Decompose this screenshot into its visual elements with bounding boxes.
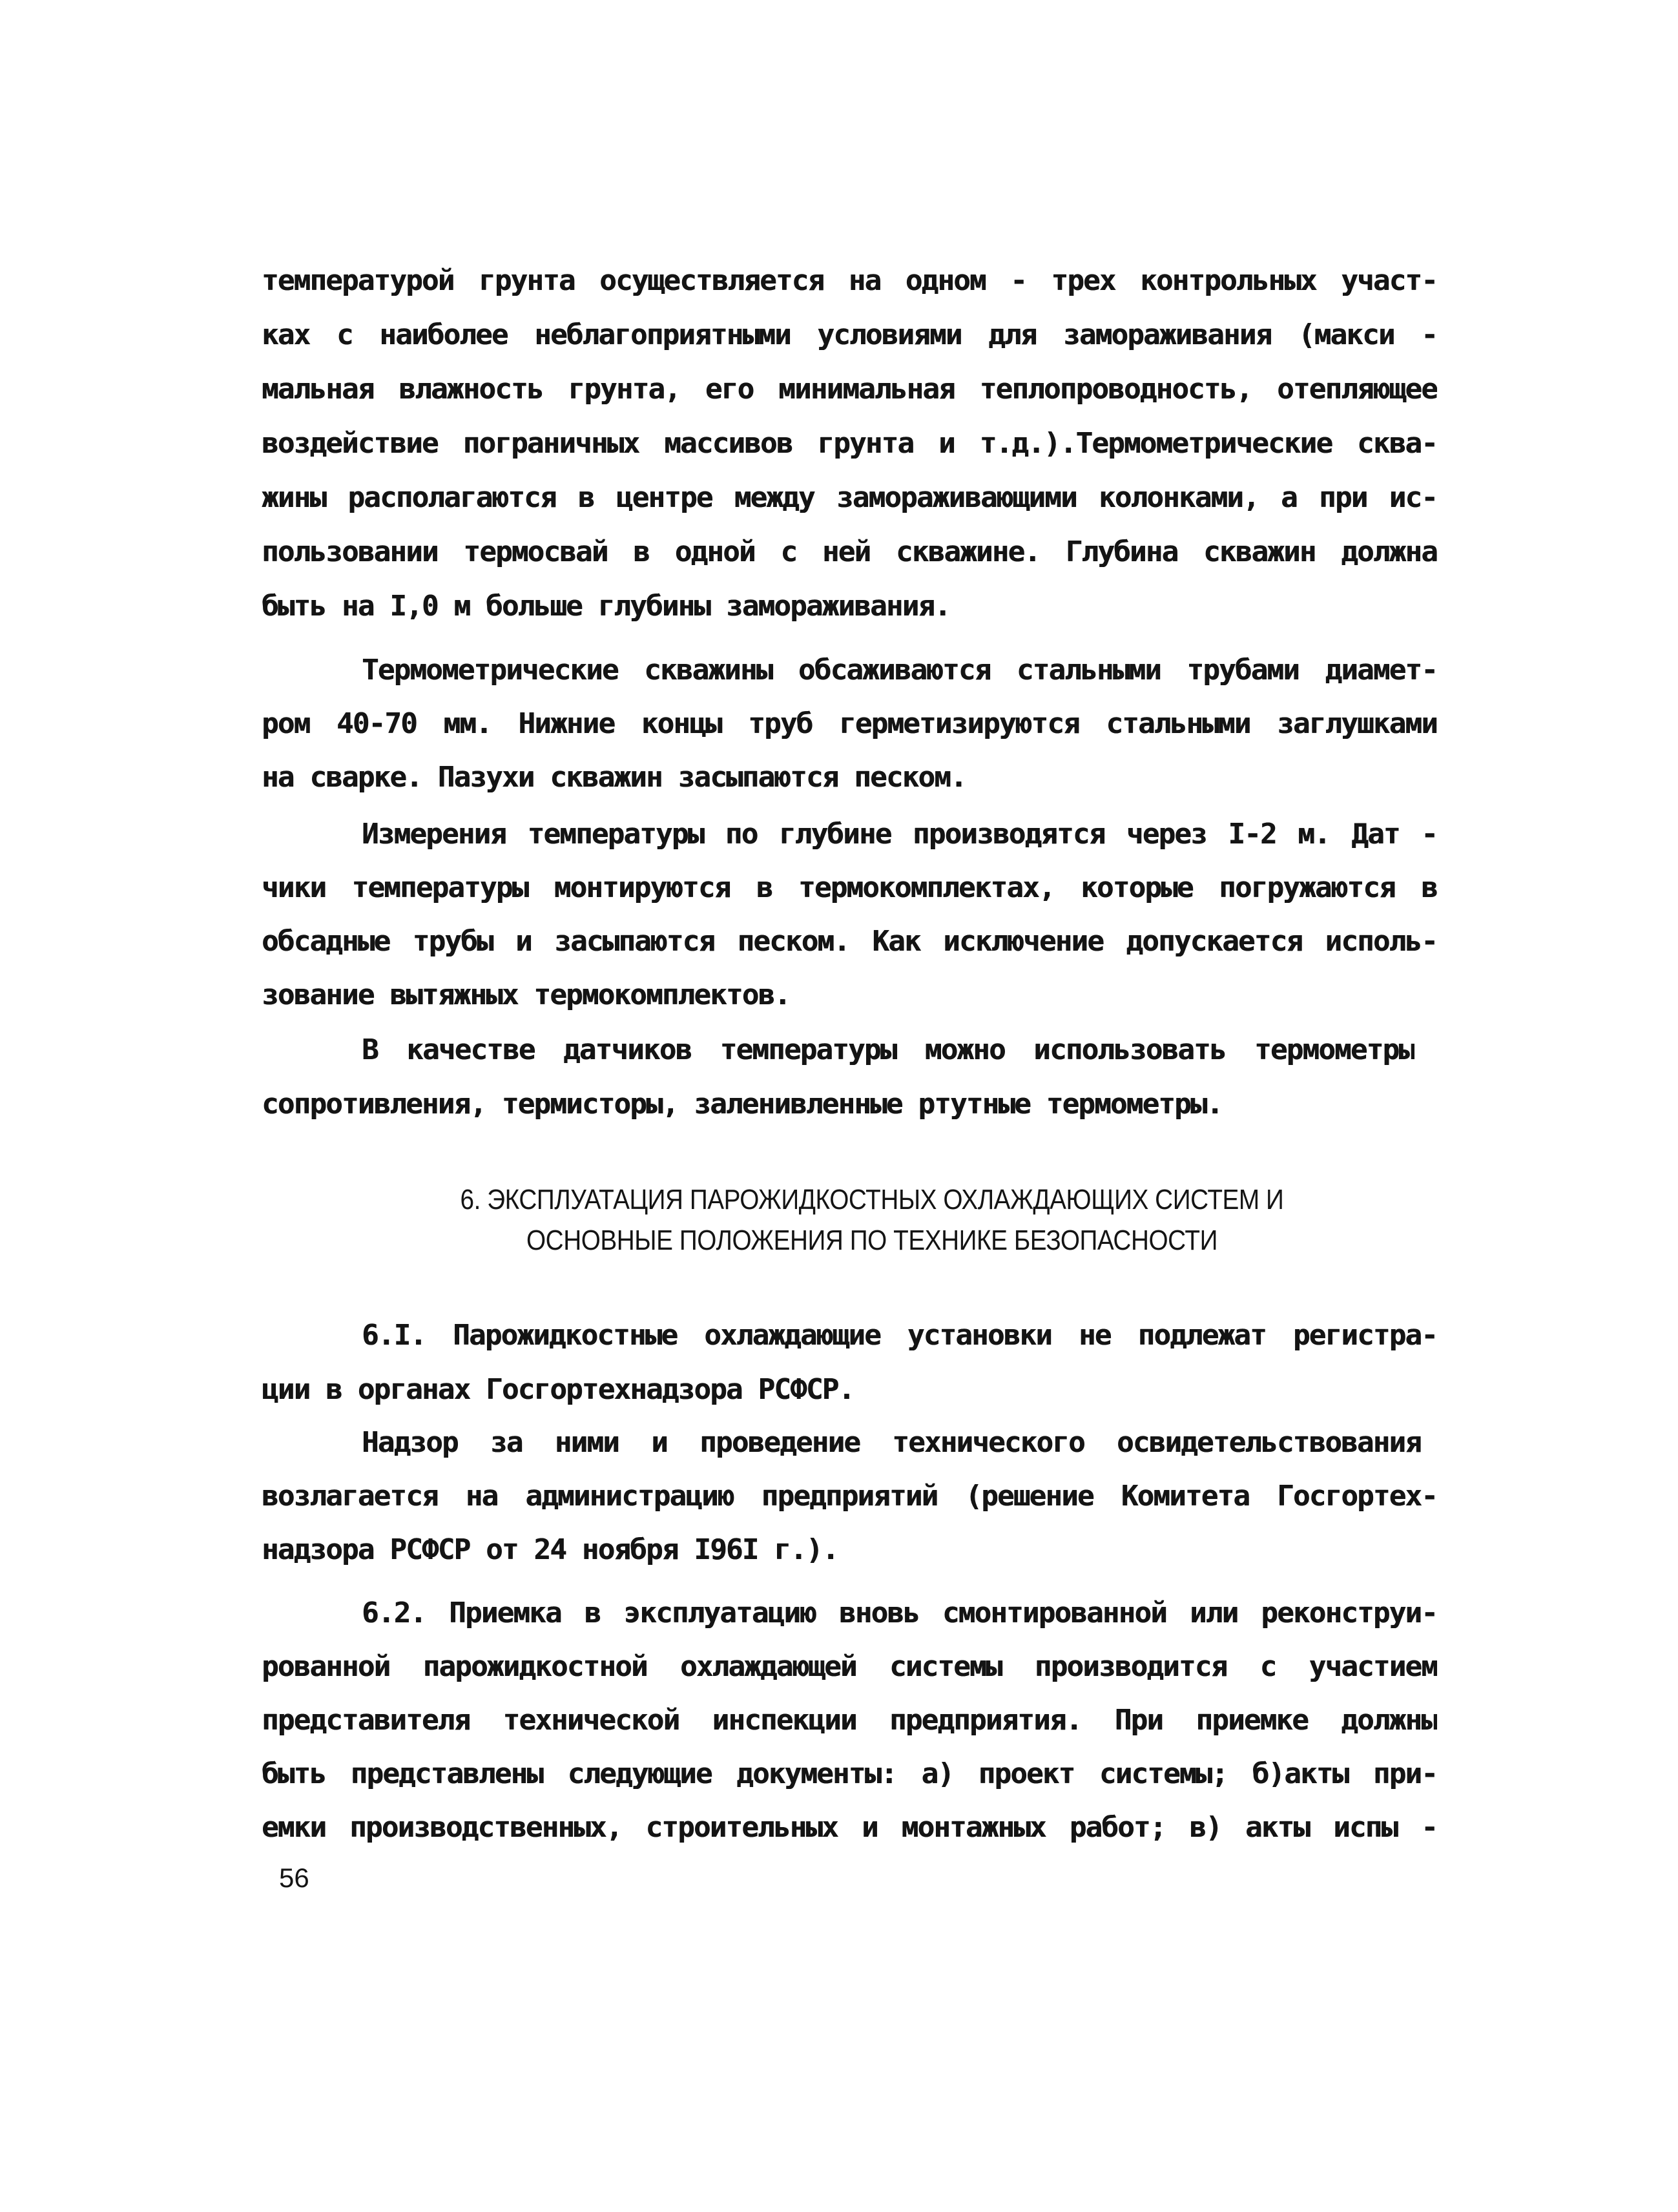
text-line: мальная влажность грунта, его минимальная теплопроводность, отепляющее [262,373,1437,406]
section-heading-line: 6. ЭКСПЛУАТАЦИЯ ПАРОЖИДКОСТНЫХ ОХЛАЖДАЮЩИХ СИСТЕМ И [460,1184,1284,1215]
section-heading-line: ОСНОВНЫЕ ПОЛОЖЕНИЯ ПО ТЕХНИКЕ БЕЗОПАСНОСТИ [526,1225,1217,1256]
text-line: надзора РСФСР от 24 ноября I96I г.). [262,1533,838,1566]
text-line: возлагается на администрацию предприятий (решение Комитета Госгортех- [262,1480,1437,1513]
text-line: обсадные трубы и засыпаются песком. Как исключение допускается исполь- [262,925,1437,958]
text-line: 6.I. Парожидкостные охлаждающие установки не подлежат регистра- [362,1319,1437,1352]
text-line: зование вытяжных термокомплектов. [262,978,791,1011]
page-number: 56 [279,1863,309,1893]
text-line: ках с наиболее неблагоприятными условиями для замораживания (макси - [262,318,1437,351]
text-line: Надзор за ними и проведение технического освидетельствования [362,1426,1421,1459]
text-line: ции в органах Госгортехнадзора РСФСР. [262,1373,855,1406]
text-line: жины располагаются в центре между замораживающими колонками, а при ис- [262,481,1437,514]
text-line: ром 40-70 мм. Нижние концы труб герметизируются стальными заглушками [262,707,1437,740]
text-line: Измерения температуры по глубине производятся через I-2 м. Дат - [362,818,1437,851]
text-line: быть представлены следующие документы: а) проект системы; б)акты при- [262,1757,1437,1790]
text-line: 6.2. Приемка в эксплуатацию вновь смонтированной или реконструи- [362,1597,1437,1629]
text-line: сопротивления, термисторы, заленивленные ртутные термометры. [262,1088,1223,1121]
text-line: воздействие пограничных массивов грунта и т.д.).Термометрические сква- [262,427,1437,460]
text-line: температурой грунта осуществляется на одном - трех контрольных участ- [262,264,1437,297]
text-line: емки производственных, строительных и монтажных работ; в) акты испы - [262,1811,1437,1844]
text-line: В качестве датчиков температуры можно использовать термометры [362,1033,1414,1066]
text-line: Термометрические скважины обсаживаются стальными трубами диамет- [362,654,1437,687]
text-line: быть на I,0 м больше глубины замораживания. [262,590,950,623]
text-line: представителя технической инспекции предприятия. При приемке должны [262,1704,1437,1737]
text-line: рованной парожидкостной охлаждающей системы производится с участием [262,1650,1437,1683]
text-line: на сварке. Пазухи скважин засыпаются песком. [262,761,966,794]
text-line: чики температуры монтируются в термокомплектах, которые погружаются в [262,871,1437,904]
text-line: пользовании термосвай в одной с ней скважине. Глубина скважин должна [262,535,1437,568]
